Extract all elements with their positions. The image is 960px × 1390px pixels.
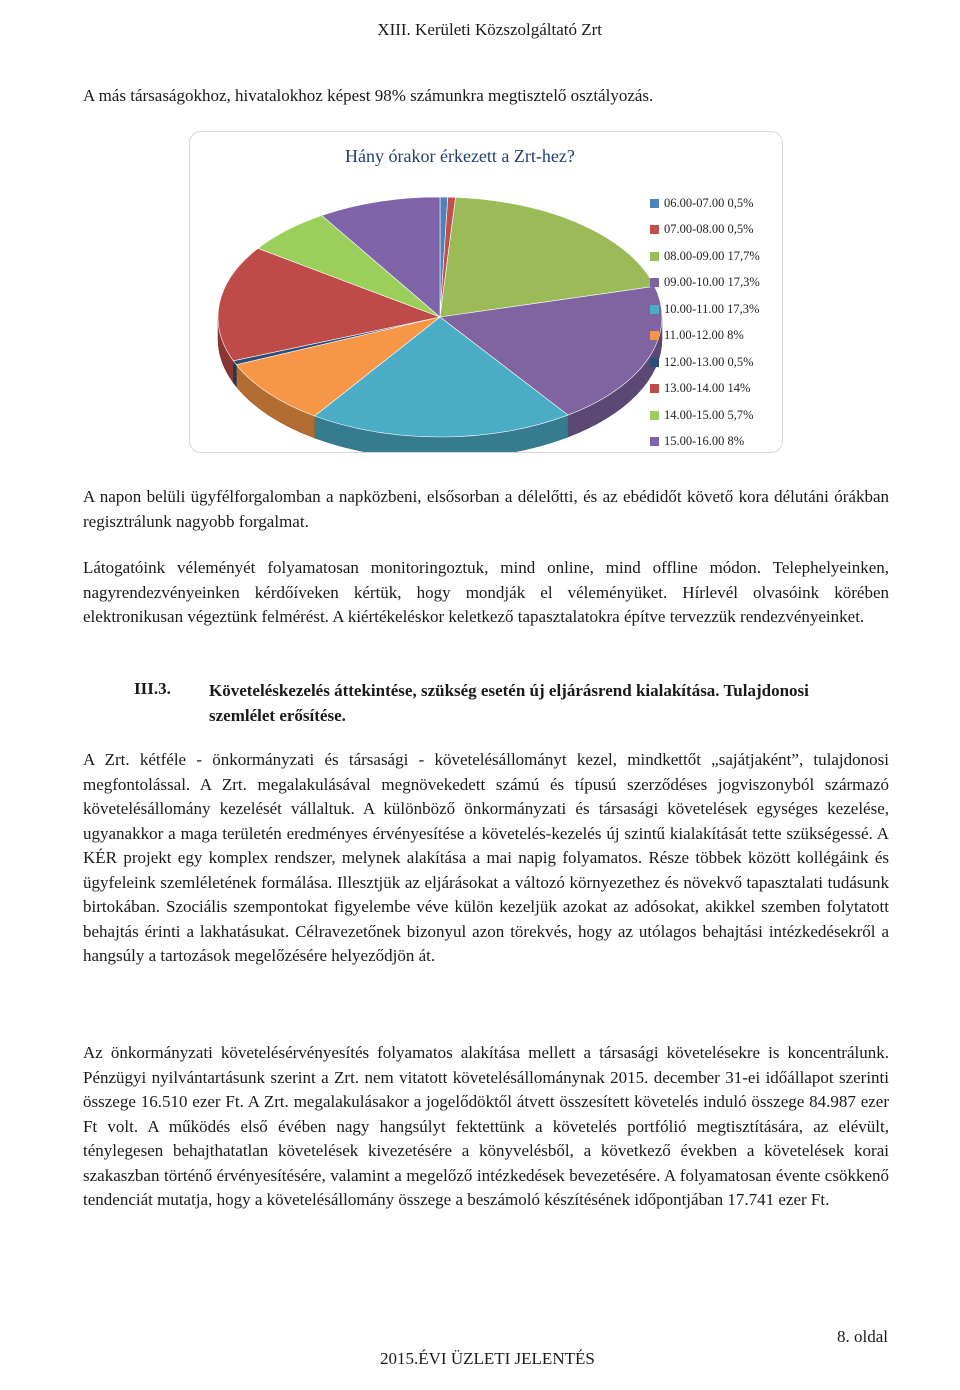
section-number: III.3. xyxy=(134,679,171,698)
legend-swatch xyxy=(650,358,659,367)
legend-swatch xyxy=(650,225,659,234)
page-number: 8. oldal xyxy=(837,1327,888,1346)
legend-label: 14.00-15.00 5,7% xyxy=(664,407,754,422)
legend-swatch xyxy=(650,384,659,393)
chart-title: Hány órakor érkezett a Zrt-hez? xyxy=(345,146,575,166)
chart-legend xyxy=(650,190,775,455)
page-header: XIII. Kerületi Közszolgáltató Zrt xyxy=(377,20,602,39)
legend-swatch xyxy=(650,305,659,314)
legend-item xyxy=(650,349,775,376)
legend-item xyxy=(650,429,775,456)
pie-slice-side-6 xyxy=(233,361,236,387)
legend-swatch xyxy=(650,331,659,340)
legend-item xyxy=(650,270,775,297)
intro-paragraph: A más társaságokhoz, hivatalokhoz képest 98% számunkra megtisztelő osztályozás. xyxy=(83,86,654,105)
pie-chart xyxy=(189,131,783,453)
legend-label: 15.00-16.00 8% xyxy=(664,434,745,449)
legend-swatch xyxy=(650,252,659,261)
legend-item xyxy=(650,243,775,270)
legend-item xyxy=(650,402,775,429)
legend-label: 11.00-12.00 8% xyxy=(664,328,744,343)
legend-swatch xyxy=(650,437,659,446)
section-title: Követeléskezelés áttekintése, szükség esetén új eljárásrend kialakítása. Tulajdonosi szemlélet erősítése. xyxy=(209,681,809,725)
paragraph-claims: A Zrt. kétféle - önkormányzati és társasági - követelésállományt kezel, mindkettőt „sajátjaként”, tulajdonosi megfontolással. A Zrt. megalakulásával megnövekedett számú és típusú szerződéses jogviszonyból származó követelésállomány kezelését vállaltuk. A különböző önkormányzati és társasági követelések egységes kezelése, ugyanakkor a maga területén eredményes érvényesítése a követelés-kezelés új szintű kialakítását tette szükségessé. A KÉR projekt egy komplex rendszer, melynek alakítása a mai napig folyamatos. Része többek között kollégáink és ügyfeleink szemléletének formálása. Illesztjük az eljárásokat a változó környezethez és növekvő tapasztalati tudásunk birtokában. Szociális szempontokat figyelembe véve külön kezeljük azokat az adósokat, akikkel szemben folytatott behajtás érinti a lakhatásukat. Célravezetőnek bizonyul azon törekvés, hogy az utólagos behajtási intézkedésekről a hangsúly a tartozások megelőzésére helyeződjön át. xyxy=(83,750,889,965)
legend-label: 12.00-13.00 0,5% xyxy=(664,354,754,369)
legend-label: 06.00-07.00 0,5% xyxy=(664,195,754,210)
legend-item xyxy=(650,323,775,350)
legend-label: 07.00-08.00 0,5% xyxy=(664,222,754,237)
legend-label: 10.00-11.00 17,3% xyxy=(664,301,760,316)
page-footer: 2015.ÉVI ÜZLETI JELENTÉS xyxy=(380,1349,595,1368)
legend-swatch xyxy=(650,278,659,287)
legend-label: 08.00-09.00 17,7% xyxy=(664,248,760,263)
legend-label: 09.00-10.00 17,3% xyxy=(664,275,760,290)
legend-label: 13.00-14.00 14% xyxy=(664,381,751,396)
legend-swatch xyxy=(650,199,659,208)
legend-swatch xyxy=(650,411,659,420)
legend-item xyxy=(650,190,775,217)
paragraph-feedback: Látogatóink véleményét folyamatosan monitoringoztuk, mind online, mind offline módon. Telephelyeinken, nagyrendezvényeinken kérdőíveken kértük, hogy mondják el véleményüket. Hírlevél olvasóink körében elektronikusan végeztünk felmérést. A kiértékeléskor keletkező tapasztalatokra építve tervezzük rendezvényeinket. xyxy=(83,558,889,626)
paragraph-traffic: A napon belüli ügyfélforgalomban a napközbeni, elsősorban a délelőtti, és az ebédidőt követő kora délutáni órákban regisztrálunk nagyobb forgalmat. xyxy=(83,487,889,531)
legend-item xyxy=(650,296,775,323)
legend-item xyxy=(650,376,775,403)
legend-item xyxy=(650,217,775,244)
paragraph-receivables: Az önkormányzati követelésérvényesítés folyamatos alakítása mellett a társasági követelésekre is koncentrálunk. Pénzügyi nyilvántartásunk szerint a Zrt. nem vitatott követelésállománynak 2015. december 31-ei időállapot szerinti összege 16.510 ezer Ft. A Zrt. megalakulásakor a jogelődöktől átvett összesített követelés induló összege 84.987 ezer Ft volt. A működés első évében nagy hangsúlyt fektettünk a követelés portfólió megtisztítására, az elévült, ténylegesen behajthatatlan követelések kivezetésére a könyvelésből, a következő években a követelések korai szakaszban történő érvényesítésére, valamint a megelőző intézkedések bevezetésére. A folyamatosan évente csökkenő tendenciát mutatja, hogy a követelésállomány összege a beszámoló készítésének időpontjában 17.741 ezer Ft. xyxy=(83,1043,889,1209)
